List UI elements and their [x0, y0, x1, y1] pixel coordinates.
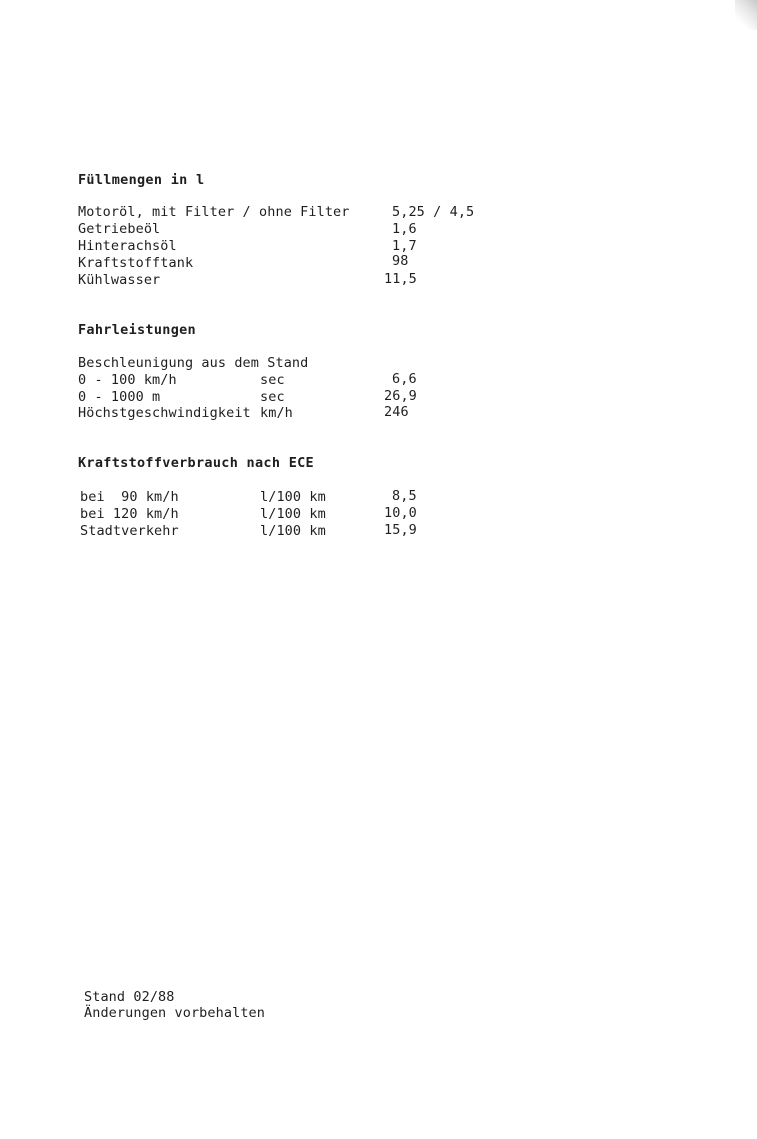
performance-row-label: Höchstgeschwindigkeit — [78, 405, 251, 421]
fill-row-value: 1,7 — [392, 238, 417, 254]
fill-row-value: 5,25 / 4,5 — [392, 204, 475, 220]
consumption-row-unit: l/100 km — [260, 506, 326, 522]
consumption-row-value: 10,0 — [384, 505, 417, 521]
performance-row-label: 0 - 1000 m — [78, 389, 161, 405]
fill-row-value: 1,6 — [392, 221, 417, 237]
performance-row-label: 0 - 100 km/h — [78, 372, 177, 388]
consumption-row-value: 8,5 — [392, 488, 417, 504]
fill-row-label: Kraftstofftank — [78, 255, 194, 271]
performance-row-unit: sec — [260, 372, 285, 388]
performance-row-value: 246 — [384, 404, 409, 420]
footer-date: Stand 02/88 — [84, 989, 175, 1005]
consumption-heading: Kraftstoffverbrauch nach ECE — [78, 455, 314, 471]
fill-row-value: 98 — [392, 253, 409, 269]
performance-row-unit: km/h — [260, 405, 293, 421]
fill-row-value: 11,5 — [384, 271, 417, 287]
fill-row-label: Hinterachsöl — [78, 238, 177, 254]
fill-heading: Füllmengen in l — [78, 172, 205, 188]
performance-row-value: 6,6 — [392, 371, 417, 387]
fill-row-label: Getriebeöl — [78, 221, 161, 237]
consumption-row-label: Stadtverkehr — [80, 523, 179, 539]
performance-row-value: 26,9 — [384, 388, 417, 404]
fill-row-label: Kühlwasser — [78, 272, 161, 288]
fill-row-label: Motoröl, mit Filter / ohne Filter — [78, 204, 350, 220]
footer-disclaimer: Änderungen vorbehalten — [84, 1005, 266, 1021]
consumption-row-unit: l/100 km — [260, 523, 326, 539]
performance-heading: Fahrleistungen — [78, 322, 196, 338]
consumption-row-label: bei 120 km/h — [80, 506, 179, 522]
performance-row-unit: sec — [260, 389, 285, 405]
scan-corner-shadow — [735, 0, 757, 30]
consumption-row-label: bei 90 km/h — [80, 489, 179, 505]
performance-subheading: Beschleunigung aus dem Stand — [78, 355, 309, 371]
consumption-row-value: 15,9 — [384, 522, 417, 538]
consumption-row-unit: l/100 km — [260, 489, 326, 505]
